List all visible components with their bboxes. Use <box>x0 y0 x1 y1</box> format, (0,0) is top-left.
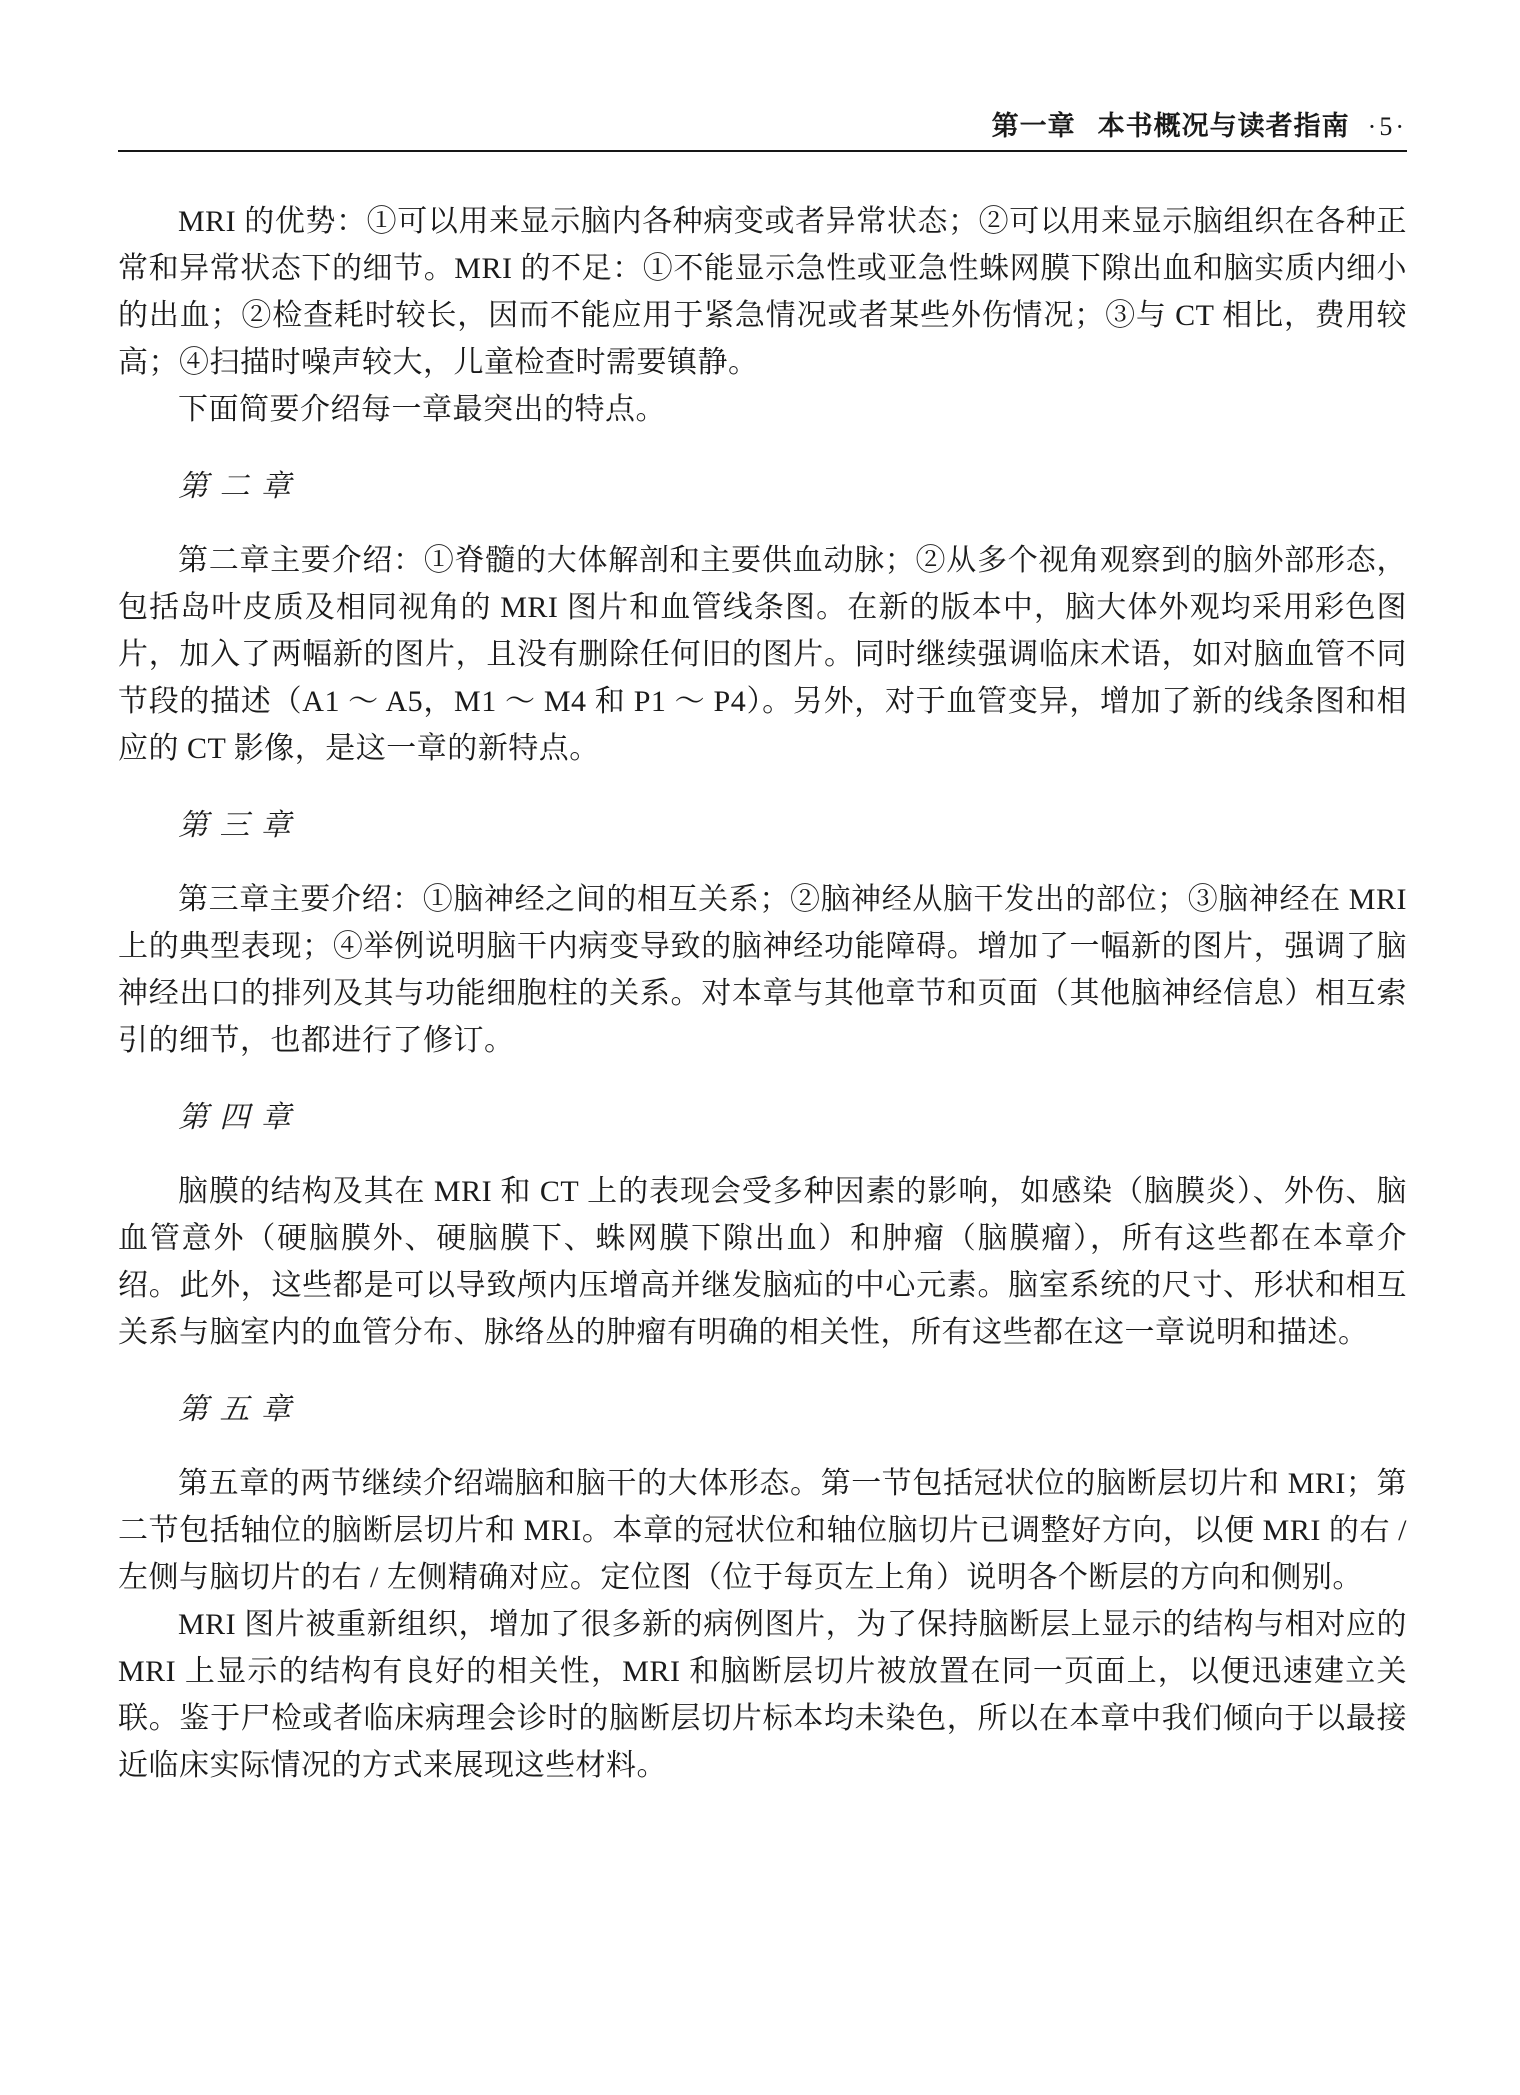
section-paragraph-chapter-4: 脑膜的结构及其在 MRI 和 CT 上的表现会受多种因素的影响，如感染（脑膜炎）、外伤、脑血管意外（硬脑膜外、硬脑膜下、蛛网膜下隙出血）和肿瘤（脑膜瘤），所有这些都在本章介绍。此外，这些都是可以导致颅内压增高并继发脑疝的中心元素。脑室系统的尺寸、形状和相互关系与脑室内的血管分布、脉络丛的肿瘤有明确的相关性，所有这些都在这一章说明和描述。 <box>118 1175 1407 1349</box>
transition-paragraph: 下面简要介绍每一章最突出的特点。 <box>178 393 666 426</box>
section-paragraph-chapter-2: 第二章主要介绍：①脊髓的大体解剖和主要供血动脉；②从多个视角观察到的脑外部形态，包括岛叶皮质及相同视角的 MRI 图片和血管线条图。在新的版本中，脑大体外观均采用彩色图片，加入了两幅新的图片，且没有删除任何旧的图片。同时继续强调临床术语，如对脑血管不同节段的描述（A1 ～ A5，M1 ～ M4 和 P1 ～ P4）。另外，对于血管变异，增加了新的线条图和相应的 CT 影像，是这一章的新特点。 <box>118 544 1407 765</box>
section-heading-chapter-4: 第 四 章 <box>178 1101 293 1134</box>
section-heading-chapter-2: 第 二 章 <box>178 470 293 503</box>
section-paragraph-chapter-3: 第三章主要介绍：①脑神经之间的相互关系；②脑神经从脑干发出的部位；③脑神经在 MRI 上的典型表现；④举例说明脑干内病变导致的脑神经功能障碍。增加了一幅新的图片，强调了脑神经出口的排列及其与功能细胞柱的关系。对本章与其他章节和页面（其他脑神经信息）相互索引的细节，也都进行了修订。 <box>118 883 1407 1057</box>
page-header-title: 本书概况与读者指南 <box>1097 111 1350 141</box>
page-number: ·5· <box>1367 112 1407 141</box>
intro-paragraph: MRI 的优势：①可以用来显示脑内各种病变或者异常状态；②可以用来显示脑组织在各种正常和异常状态下的细节。MRI 的不足：①不能显示急性或亚急性蛛网膜下隙出血和脑实质内细小的出血；②检查耗时较长，因而不能应用于紧急情况或者某些外伤情况；③与 CT 相比，费用较高；④扫描时噪声较大，儿童检查时需要镇静。 <box>118 205 1407 379</box>
running-head <box>118 0 1407 152</box>
section-paragraph-chapter-5-a: 第五章的两节继续介绍端脑和脑干的大体形态。第一节包括冠状位的脑断层切片和 MRI；第二节包括轴位的脑断层切片和 MRI。本章的冠状位和轴位脑切片已调整好方向，以便 MRI 的右 / 左侧与脑切片的右 / 左侧精确对应。定位图（位于每页左上角）说明各个断层的方向和侧别。 <box>118 1467 1407 1594</box>
section-heading-chapter-5: 第 五 章 <box>178 1393 293 1426</box>
section-heading-chapter-3: 第 三 章 <box>178 809 293 842</box>
chapter-label: 第一章 <box>991 111 1076 141</box>
page-body <box>118 152 1407 1789</box>
section-paragraph-chapter-5-b: MRI 图片被重新组织，增加了很多新的病例图片，为了保持脑断层上显示的结构与相对应的 MRI 上显示的结构有良好的相关性，MRI 和脑断层切片被放置在同一页面上，以便迅速建立关联。鉴于尸检或者临床病理会诊时的脑断层切片标本均未染色，所以在本章中我们倾向于以最接近临床实际情况的方式来展现这些材料。 <box>118 1608 1407 1782</box>
book-page <box>118 0 1407 1789</box>
